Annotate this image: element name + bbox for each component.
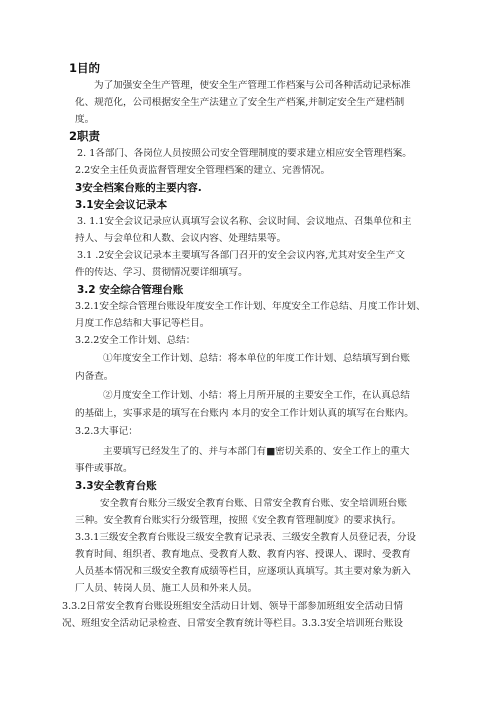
paragraph-line: 三种。安全教育台账实行分级管理，按照《安全教育管理制度》的要求执行。 — [75, 515, 402, 526]
paragraph-line: 件的传达、学习、贯彻情况要详细填写。 — [75, 267, 248, 278]
paragraph-line: 度。 — [75, 114, 95, 125]
paragraph-line: 3.2.3大事记： — [75, 426, 138, 437]
paragraph-line: 为了加强安全生产管理，使安全生产管理工作档案与公司各种活动记录标准 — [94, 80, 411, 91]
paragraph-line: 教育时间、组织者、教育地点、受教育人数、教育内容、授课人、课时、受教育 — [75, 549, 411, 560]
paragraph-line: 3.2.1安全综合管理台账设年度安全工作计划、年度安全工作总结、月度工作计划、 — [75, 301, 426, 312]
paragraph-line: 厂人员、转岗人员、施工人员和外来人员。 — [75, 583, 258, 594]
paragraph-line: 内备查。 — [75, 371, 114, 382]
heading-duties: 2职责 — [69, 130, 101, 142]
paragraph-line: 2. 1各部门、各岗位人员按照公司安全管理制度的要求建立相应安全管理档案。 — [77, 148, 412, 159]
paragraph-line: 事件或事故。 — [75, 463, 133, 474]
paragraph-line: 持人、与会单位和人数、会议内容、处理结果等。 — [75, 233, 287, 244]
paragraph-line: 月度工作总结和大事记等栏目。 — [75, 318, 210, 329]
paragraph-line: 3. 1.1安全会议记录应认真填写会议名称、会议时间、会议地点、召集单位和主 — [77, 216, 412, 227]
paragraph-line: ②月度安全工作计划、小结：将上月所开展的主要安全工作，在认真总结 — [103, 390, 410, 401]
paragraph-line: 况、班组安全活动记录检查、日常安全教育统计等栏目。3.3.3安全培训班台账设 — [62, 618, 404, 629]
paragraph-line: 安全教育台账分三级安全教育台账、日常安全教育台账、安全培训班台账 — [100, 498, 407, 509]
paragraph-line: 3.2.2安全工作计划、总结： — [75, 335, 196, 346]
heading-3-2: 3.2 安全综合管理台账 — [77, 284, 184, 296]
heading-purpose: 1目的 — [69, 62, 101, 74]
heading-3-3: 3.3安全教育台账 — [75, 480, 157, 492]
paragraph-line: 3.3.1三级安全教育台账设三级安全教育记录表、三级安全教育人员登记表，分设 — [75, 532, 417, 543]
heading-main-contents: 3安全档案台账的主要内容. — [75, 182, 202, 194]
paragraph-line: 人员基本情况和三级安全教育成绩等栏目，应逐项认真填写。其主要对象为新入 — [75, 566, 411, 577]
paragraph-line: 3.3.2日常安全教育台账设班组安全活动日计划、领导干部参加班组安全活动日情 — [62, 601, 404, 612]
paragraph-line: ①年度安全工作计划、总结：将本单位的年度工作计划、总结填写到台账 — [103, 353, 410, 364]
heading-3-1: 3.1安全会议记录本 — [75, 199, 168, 211]
paragraph-line: 2.2安全主任负责监督管理安全管理档案的建立、完善情况。 — [75, 165, 331, 176]
paragraph-line: 化、规范化，公司根据安全生产法建立了安全生产档案,并制定安全生产建档制 — [75, 97, 405, 108]
paragraph-line: 3.1 .2安全会议记录本主要填写各部门召开的安全会议内容,尤其对安全生产文 — [77, 250, 405, 261]
paragraph-line: 的基础上，实事求是的填写在台账内 本月的安全工作计划认真的填写在台账内。 — [75, 408, 414, 419]
paragraph-line: 主要填写已经发生了的、并与本部门有■密切关系的、安全工作上的重大 — [103, 446, 410, 457]
